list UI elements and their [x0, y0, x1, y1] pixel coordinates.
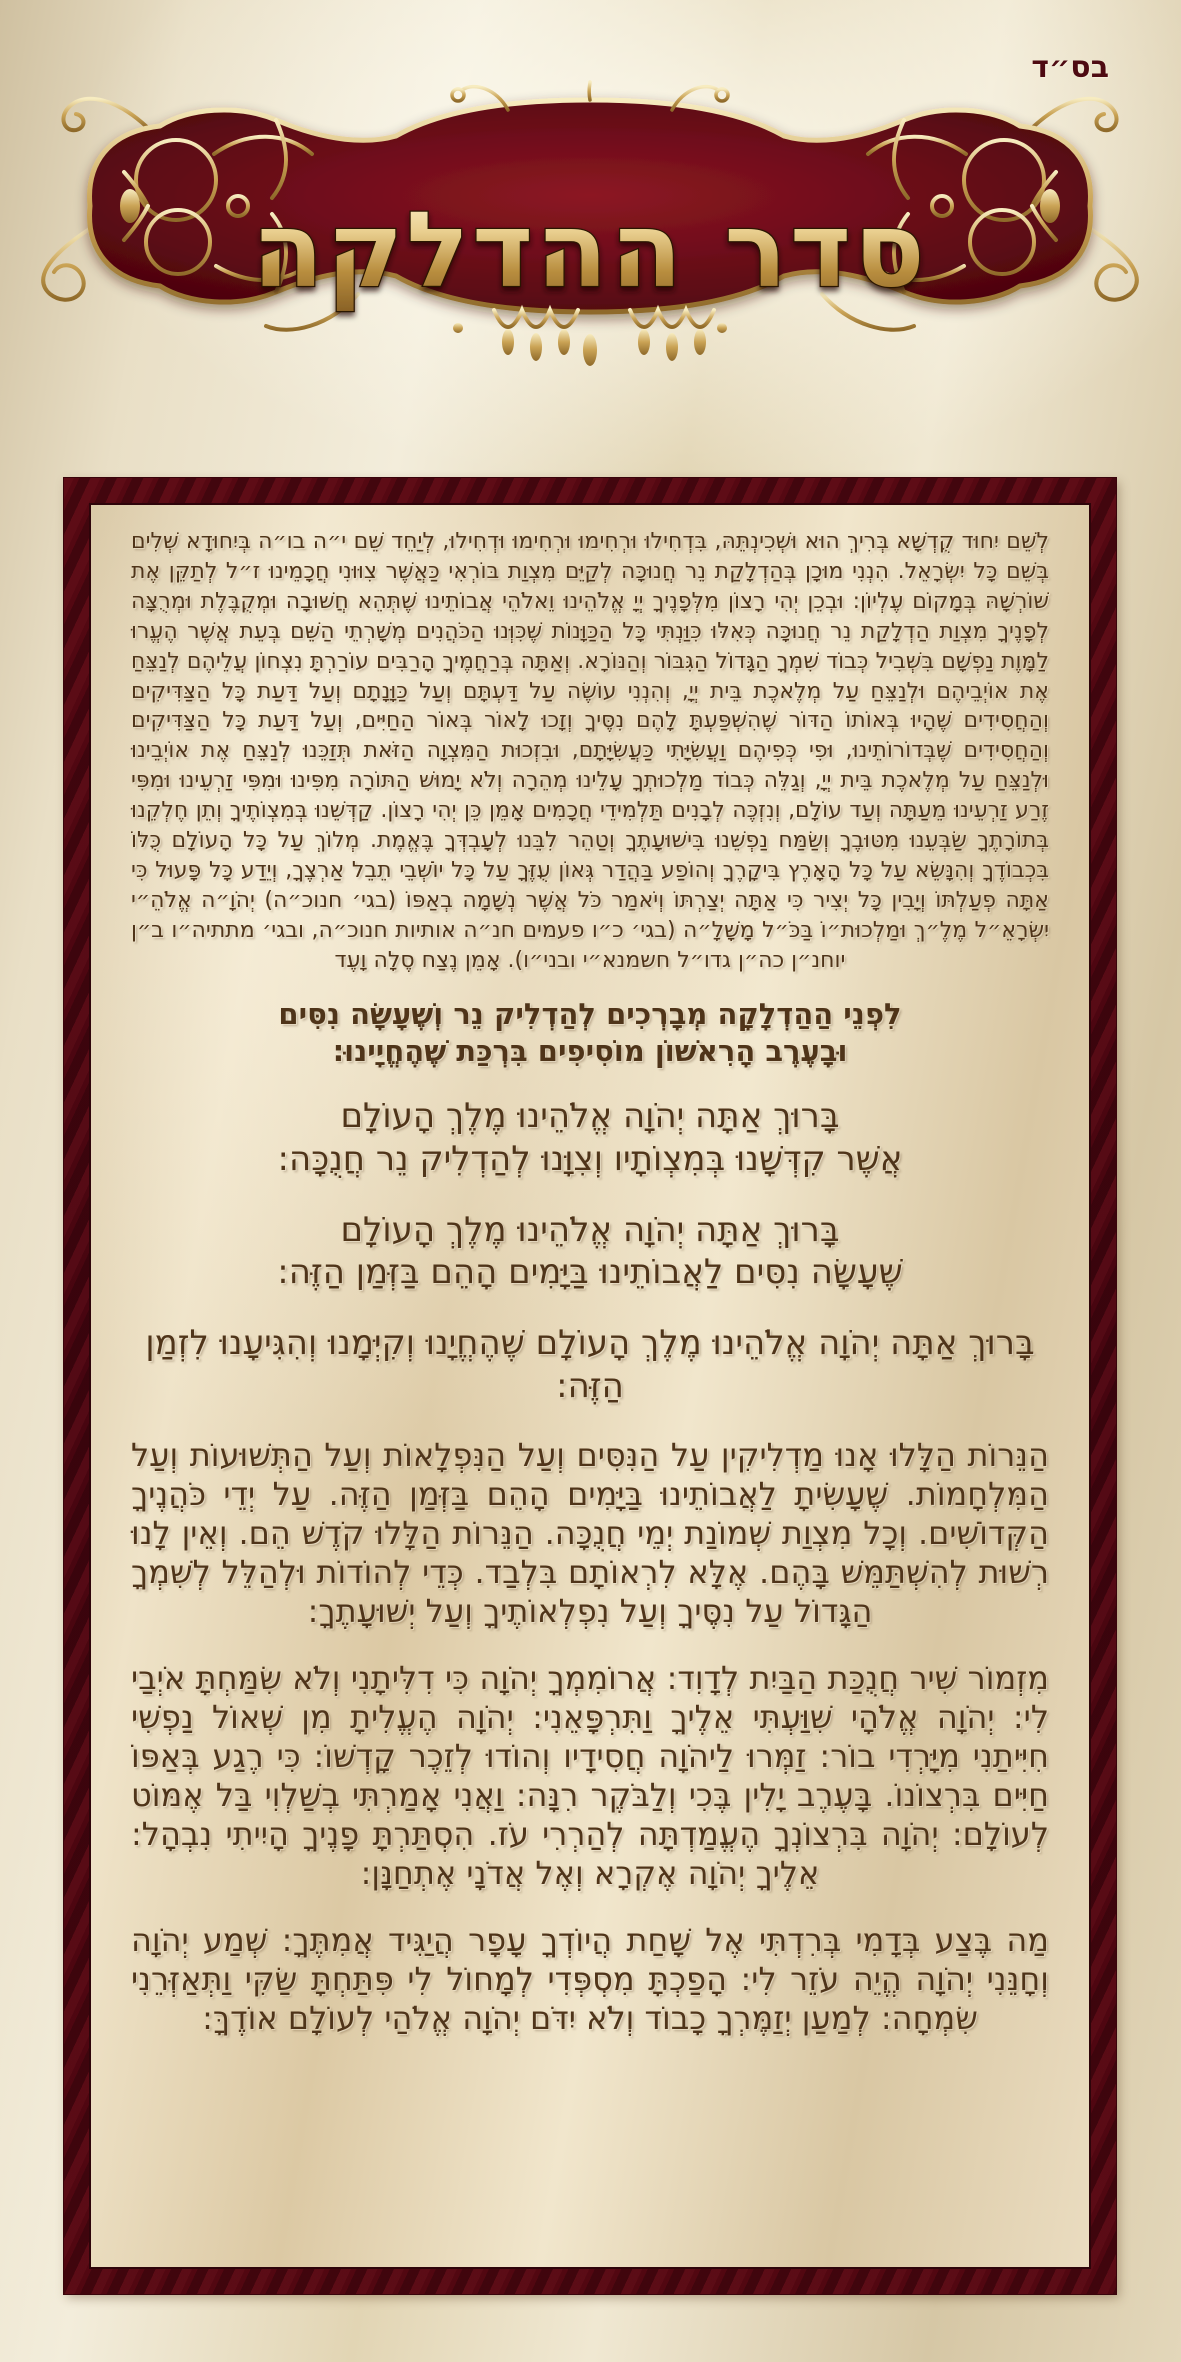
- blessing-sheasa-nisim-line-1: בָּרוּךְ אַתָּה יְהֹוָה אֱלֹהֵינוּ מֶלֶךְ הָעוֹלָם: [340, 1209, 840, 1250]
- blessing-lehadlik-line-2: אֲשֶׁר קִדְּשָׁנוּ בְּמִצְוֹתָיו וְצִוָּנוּ לְהַדְלִיק נֵר חֲנֻכָּה:: [277, 1138, 903, 1179]
- instruction-line-2: וּבָעֶרֶב הָרִאשׁוֹן מוֹסִיפִים בִּרְכַּת שֶׁהֶחֱיָינוּ:: [332, 1034, 848, 1069]
- mah-betza-paragraph: מַה בֶּצַע בְּדָמִי בְּרִדְתִּי אֶל שָׁחַת הֲיוֹדְךָ עָפָר הֲיַגִּיד אֲמִתֶּךָ: שְׁמַע יְהֹוָה וְחָנֵּנִי יְהֹוָה הֱיֵה עֹזֵר לִי: הָפַכְתָּ מִסְפְּדִי לְמָחוֹל לִי פִּתַּחְתָּ שַׂקִּי וַתְּאַזְּרֵנִי שִׂמְחָה: לְמַעַן יְזַמֶּרְךָ כָבוֹד וְלֹא יִדֹּם יְהֹוָה אֱלֹהַי לְעוֹלָם אוֹדֶךָּ:: [131, 1921, 1049, 2038]
- banner-teardrop-icon: [120, 189, 140, 223]
- bsd-header: בס״ד: [1031, 50, 1109, 85]
- mizmor-shir-paragraph: מִזְמוֹר שִׁיר חֲנֻכַּת הַבַּיִת לְדָוִד: אֲרוֹמִמְךָ יְהֹוָה כִּי דִלִּיתָנִי וְלֹא שִׂמַּחְתָּ אֹיְבַי לִי: יְהֹוָה אֱלֹהָי שִׁוַּעְתִּי אֵלֶיךָ וַתִּרְפָּאֵנִי: יְהֹוָה הֶעֱלִיתָ מִן שְׁאוֹל נַפְשִׁי חִיִּיתַנִי מִיָּרְדִי בוֹר: זַמְּרוּ לַיהֹוָה חֲסִידָיו וְהוֹדוּ לְזֵכֶר קָדְשׁוֹ: כִּי רֶגַע בְּאַפּוֹ חַיִּים בִּרְצוֹנוֹ. בָּעֶרֶב יָלִין בֶּכִי וְלַבֹּקֶר רִנָּה: וַאֲנִי אָמַרְתִּי בְשַׁלְוִי בַּל אֶמּוֹט לְעוֹלָם: יְהֹוָה בִּרְצוֹנְךָ הֶעֱמַדְתָּה לְהַרְרִי עֹז. הִסְתַּרְתָּ פָנֶיךָ הָיִיתִי נִבְהָל: אֵלֶיךָ יְהֹוָה אֶקְרָא וְאֶל אֲדֹנָי אֶתְחַנָּן:: [131, 1659, 1049, 1893]
- prayer-text-box: [64, 478, 1116, 2294]
- blessing-lehadlik: [131, 1095, 1049, 1181]
- blessing-lehadlik-line-1: בָּרוּךְ אַתָּה יְהֹוָה אֱלֹהֵינוּ מֶלֶךְ הָעוֹלָם: [340, 1095, 840, 1136]
- prayer-text-area: [89, 503, 1091, 2269]
- banner-droplet-icon: [453, 323, 727, 366]
- blessing-sheasa-nisim-line-2: שֶׁעָשָׂה נִסִּים לַאֲבוֹתֵינוּ בַּיָּמִים הָהֵם בַּזְּמַן הַזֶּה:: [277, 1252, 903, 1293]
- banner-ornament-graphic: [28, 80, 1152, 332]
- leshem-yichud-paragraph: לְשֵׁם יִחוּד קֻדְשָׁא בְּרִיךְ הוּא וּשְׁכִינְתֵּהּ, בִּדְחִילוּ וּרְחִימוּ וּרְחִימוּ וּדְחִילוּ, לְיַחֵד שֵׁם י״ה בו״ה בְּיִחוּדָא שְׁלִים בְּשֵׁם כָּל יִשְׂרָאֵל. הִנְנִי מוּכָן בְּהַדְלָקַת נֵר חֲנוּכָּה לְקַיֵּם מִצְוַת בּוֹרְאִי כַּאֲשֶׁר צִוּוּנִי חֲכָמֵינוּ ז״ל לְתַקֵּן אֶת שׁוֹרְשָׁהּ בְּמָקוֹם עֶלְיוֹן: וּבְכֵן יְהִי רָצוֹן מִלְּפָנֶיךָ יְיָ אֱלֹהֵינוּ וֵאלֹהֵי אֲבוֹתֵינוּ שֶׁתְּהֵא חֲשׁוּבָה וּמְקֻבֶּלֶת וּמְרֻצָּה לְפָנֶיךָ מִצְוַת הַדְלָקַת נֵר חֲנוּכָּה כְּאִלּוּ כִּוַּנְתִּי כָּל הַכַּוָּנוֹת שֶׁכִּוְּנוּ הַכֹּהֲנִים מְשָׁרְתֵי הַשֵּׁם בְּעֵת אֲשֶׁר הֶעֱרוּ לַמָּוֶת נַפְשָׁם בִּשְׁבִיל כְּבוֹד שִׁמְךָ הַגָּדוֹל הַגִּבּוֹר וְהַנּוֹרָא. וְאַתָּה בְּרַחֲמֶיךָ הָרַבִּים עוֹרַרְתָּ נִצְחוֹן עֲלֵיהֶם לְנַצֵּחַ אֶת אוֹיְבֵיהֶם וּלְנַצֵּחַ עַל מְלֶאכֶת בֵּית יְיָ, וְהִנְנִי עוֹשֶׂה עַל דַּעְתָּם וְעַל כַּוָּנָתָם וְעַל דַּעַת כָּל הַצַּדִּיקִים וְהַחֲסִידִים שֶׁהָיוּ בְּאוֹתוֹ הַדּוֹר שֶׁהִשְׁפַּעְתָּ לָהֶם נִסֶּיךָ וְזָכוּ לָאוֹר בְּאוֹר הַחַיִּים, וְעַל דַּעַת כָּל הַצַּדִּיקִים וְהַחֲסִידִים שֶׁבְּדוֹרוֹתֵינוּ, וּפִי כְּפִיהֶם וַעֲשִׂיָּתִי כַּעֲשִׂיָּתָם, וּבִזְכוּת הַמִּצְוָה הַזֹּאת תְּזַכֵּנוּ לְנַצֵּחַ אֶת אוֹיְבֵינוּ וּלְנַצֵּחַ עַל מְלֶאכֶת בֵּית יְיָ, וְגַלֵּה כְּבוֹד מַלְכוּתְךָ עָלֵינוּ מְהֵרָה וְלֹא יָמוּשׁ הַתּוֹרָה מִפִּינוּ וּמִפִּי זַרְעֵינוּ וּמִפִּי זֶרַע זַרְעֵינוּ מֵעַתָּה וְעַד עוֹלָם, וְנִזְכֶּה לְבָנִים תַּלְמִידֵי חֲכָמִים אָמֵן כֵּן יְהִי רָצוֹן. קַדְּשֵׁנוּ בְּמִצְוֹתֶיךָ וְתֵן חֶלְקֵנוּ בְּתוֹרָתֶךָ שַׂבְּעֵנוּ מִטּוּבֶךָ וְשַׂמַּח נַפְשֵׁנוּ בִּישׁוּעָתֶךָ וְטַהֵר לִבֵּנוּ לְעָבְדְּךָ בֶּאֱמֶת. מְלוֹךְ עַל כָּל הָעוֹלָם כֻּלּוֹ בִּכְבוֹדֶךָ וְהִנָּשֵׂא עַל כָּל הָאָרֶץ בִּיקָרֶךָ וְהוֹפַע בַּהֲדַר גְּאוֹן עֻזֶּךָ עַל כָּל יוֹשְׁבֵי תֵבֵל אַרְצֶךָ, וְיֵדַע כָּל פָּעוּל כִּי אַתָּה פְעַלְתּוֹ וְיָבִין כָּל יְצִיר כִּי אַתָּה יְצַרְתּוֹ וְיֹאמַר כֹּל אֲשֶׁר נְשָׁמָה בְאַפּוֹ (בגי׳ חנוכ״ה) יְהֹוָ״ה אֱלֹהֵ״י יִשְׂרָאֵ״ל מֶלֶ״ךְ וּמַלְכוּת״וֹ בַּכֹּ״ל מָשָׁלָ״ה (בגי׳ כ״ו פעמים חנ״ה אותיות חנוכ״ה, ובגי׳ מתתיה״ו ב״ן יוחנ״ן כה״ן גדו״ל חשמנא״י ובני״ו). אָמֵן נֶצַח סֶלָה וָעֶד: [131, 529, 1049, 973]
- blessing-shehecheyanu: בָּרוּךְ אַתָּה יְהֹוָה אֱלֹהֵינוּ מֶלֶךְ הָעוֹלָם שֶׁהֶחֱיָנוּ וְקִיְּמָנוּ וְהִגִּיעָנוּ לִזְמַן הַזֶּה:: [145, 1323, 1035, 1407]
- blessing-sheasa-nisim: [131, 1209, 1049, 1295]
- banner-title: סדר ההדלקה: [252, 189, 928, 311]
- hanerot-halalu-paragraph: הַנֵּרוֹת הַלָּלוּ אָנוּ מַדְלִיקִין עַל הַנִּסִּים וְעַל הַנִּפְלָאוֹת וְעַל הַתְּשׁוּעוֹת וְעַל הַמִּלְחָמוֹת. שֶׁעָשִׂיתָ לַאֲבוֹתֵינוּ בַּיָּמִים הָהֵם בַּזְּמַן הַזֶּה. עַל יְדֵי כֹּהֲנֶיךָ הַקְּדוֹשִׁים. וְכָל מִצְוַת שְׁמוֹנַת יְמֵי חֲנֻכָּה. הַנֵּרוֹת הַלָּלוּ קֹדֶשׁ הֵם. וְאֵין לָנוּ רְשׁוּת לְהִשְׁתַּמֵּשׁ בָּהֶם. אֶלָּא לִרְאוֹתָם בִּלְבַד. כְּדֵי לְהוֹדוֹת וּלְהַלֵּל לְשִׁמְךָ הַגָּדוֹל עַל נִסֶּיךָ וְעַל נִפְלְאוֹתֶיךָ וְעַל יְשׁוּעָתֶךָ:: [131, 1435, 1049, 1631]
- title-banner: [28, 80, 1152, 332]
- lighting-instruction: [131, 996, 1049, 1071]
- banner-teardrop-icon: [1040, 189, 1060, 223]
- instruction-line-1: לִפְנֵי הַהַדְלָקָה מְבָרְכִים לְהַדְלִיק נֵר וְשֶׁעָשָׂה נִסִּים: [278, 996, 902, 1031]
